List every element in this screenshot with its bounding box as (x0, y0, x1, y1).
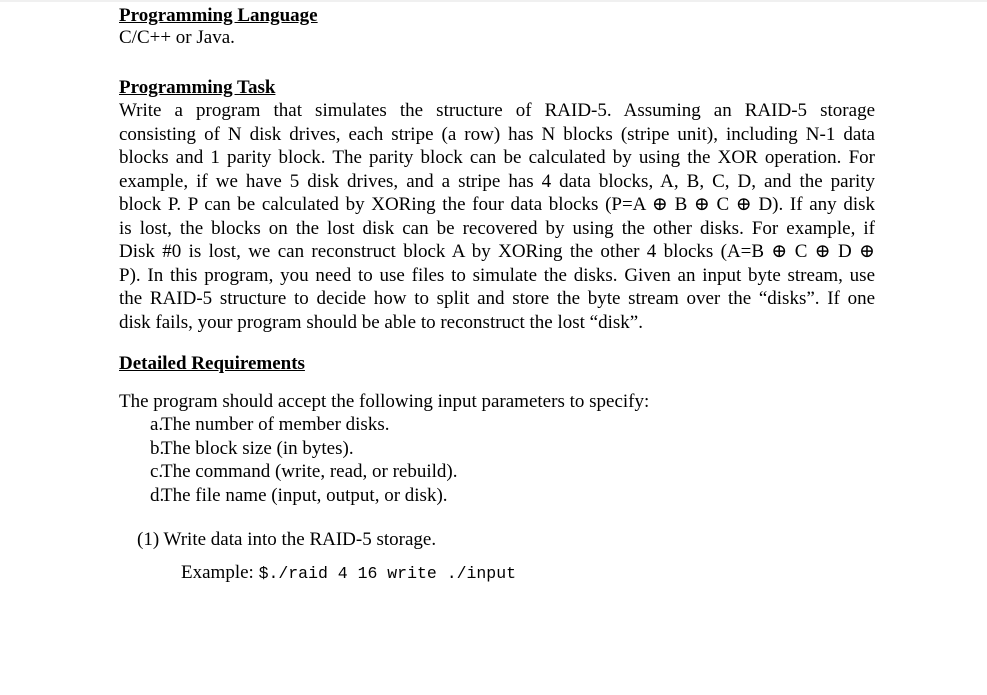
list-item (119, 460, 875, 484)
detailed-requirements-section (119, 353, 875, 585)
detailed-requirements-heading: Detailed Requirements (119, 353, 305, 374)
page-top-border (0, 0, 987, 2)
example-label: Example: (181, 562, 259, 583)
list-marker: c. (150, 461, 164, 482)
list-item-text: The number of member disks. (161, 414, 390, 435)
parameter-list (119, 413, 875, 507)
requirements-intro: The program should accept the following input parameters to specify: (119, 391, 650, 412)
programming-language-section (119, 5, 875, 49)
task-line: Disk #0 is lost, we can reconstruct block A by XORing the other 4 blocks (A=B ⊕ C ⊕ D ⊕ (119, 241, 875, 262)
programming-language-heading: Programming Language (119, 5, 318, 26)
list-item (119, 437, 875, 461)
task-line: P). In this program, you need to use files to simulate the disks. Given an input byte stream, use (119, 264, 875, 286)
programming-language-text: C/C++ or Java. (119, 27, 235, 48)
list-item-text: The file name (input, output, or disk). (161, 484, 448, 506)
example-command: $./raid 4 16 write ./input (258, 564, 517, 583)
task-line: is lost, the blocks on the lost disk can be recovered by using the other disks. For example, if (119, 217, 875, 239)
programming-task-heading: Programming Task (119, 77, 276, 98)
document-page (119, 5, 875, 585)
example-line (119, 562, 875, 585)
list-marker: a. (150, 414, 164, 435)
list-item-text: The command (write, read, or rebuild). (161, 461, 458, 482)
list-marker: b. (150, 437, 165, 459)
task-line: block P. P can be calculated by XORing the four data blocks (P=A ⊕ B ⊕ C ⊕ D). If any disk (119, 194, 875, 215)
task-line: consisting of N disk drives, each stripe (a row) has N blocks (stripe unit), including N-1 data (119, 123, 875, 145)
task-line: example, if we have 5 disk drives, and a stripe has 4 data blocks, A, B, C, D, and the parity (119, 170, 875, 192)
list-marker: d. (150, 484, 165, 506)
step-1-text: (1) Write data into the RAID-5 storage. (137, 529, 437, 550)
list-item-text: The block size (in bytes). (161, 437, 354, 459)
task-line: Write a program that simulates the structure of RAID-5. Assuming an RAID-5 storage (119, 100, 875, 121)
list-item (119, 413, 875, 437)
programming-task-paragraph (119, 99, 875, 334)
task-line: disk fails, your program should be able to reconstruct the lost “disk”. (119, 311, 643, 333)
list-item (119, 484, 875, 508)
task-line: blocks and 1 parity block. The parity block can be calculated by using the XOR operation. For (119, 147, 875, 168)
programming-task-section (119, 77, 875, 334)
task-line: the RAID-5 structure to decide how to split and store the byte stream over the “disks”. If one (119, 288, 875, 309)
